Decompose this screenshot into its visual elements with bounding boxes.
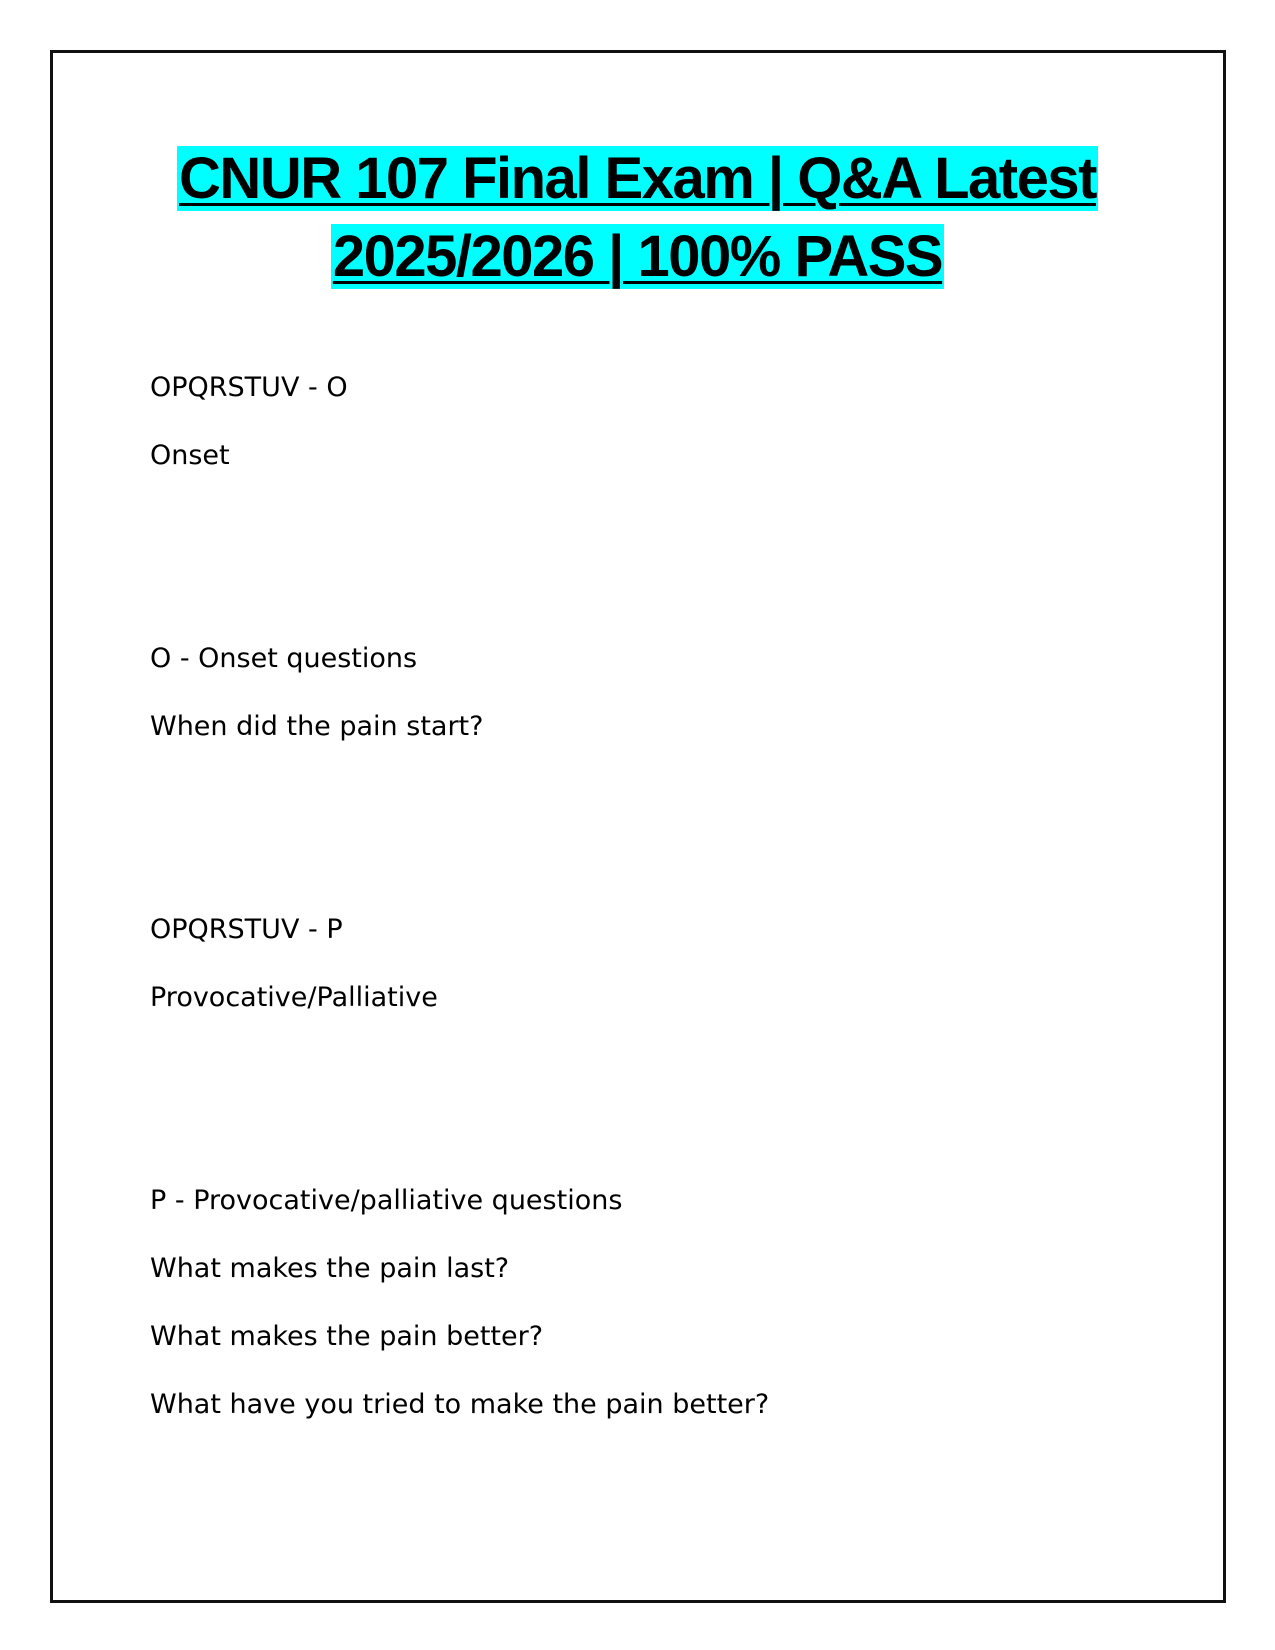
page-title — [0, 140, 1275, 296]
card-spacer — [150, 507, 1150, 642]
card-answer: Provocative/Palliative — [150, 982, 438, 1013]
card-question: O - Onset questions — [150, 643, 418, 674]
card-question: P - Provocative/palliative questions — [150, 1185, 623, 1216]
card-answer: What have you tried to make the pain better? — [150, 1389, 770, 1420]
flashcard — [150, 371, 1150, 507]
flashcard — [150, 913, 1150, 1049]
card-answer: Onset — [150, 440, 230, 471]
flashcard — [150, 642, 1150, 778]
title-line-2-text: 2025/2026 | 100% PASS — [332, 224, 943, 289]
card-answer: When did the pain start? — [150, 711, 484, 742]
card-question: OPQRSTUV - O — [150, 372, 348, 403]
title-line-1 — [0, 140, 1275, 218]
card-spacer — [150, 1049, 1150, 1184]
card-spacer — [150, 778, 1150, 913]
title-line-1-text: CNUR 107 Final Exam | Q&A Latest — [179, 146, 1096, 211]
card-answer: What makes the pain better? — [150, 1321, 544, 1352]
flashcard-list — [150, 371, 1150, 1456]
flashcard — [150, 1184, 1150, 1456]
card-answer: What makes the pain last? — [150, 1253, 510, 1284]
title-line-2 — [0, 218, 1275, 296]
card-question: OPQRSTUV - P — [150, 914, 343, 945]
